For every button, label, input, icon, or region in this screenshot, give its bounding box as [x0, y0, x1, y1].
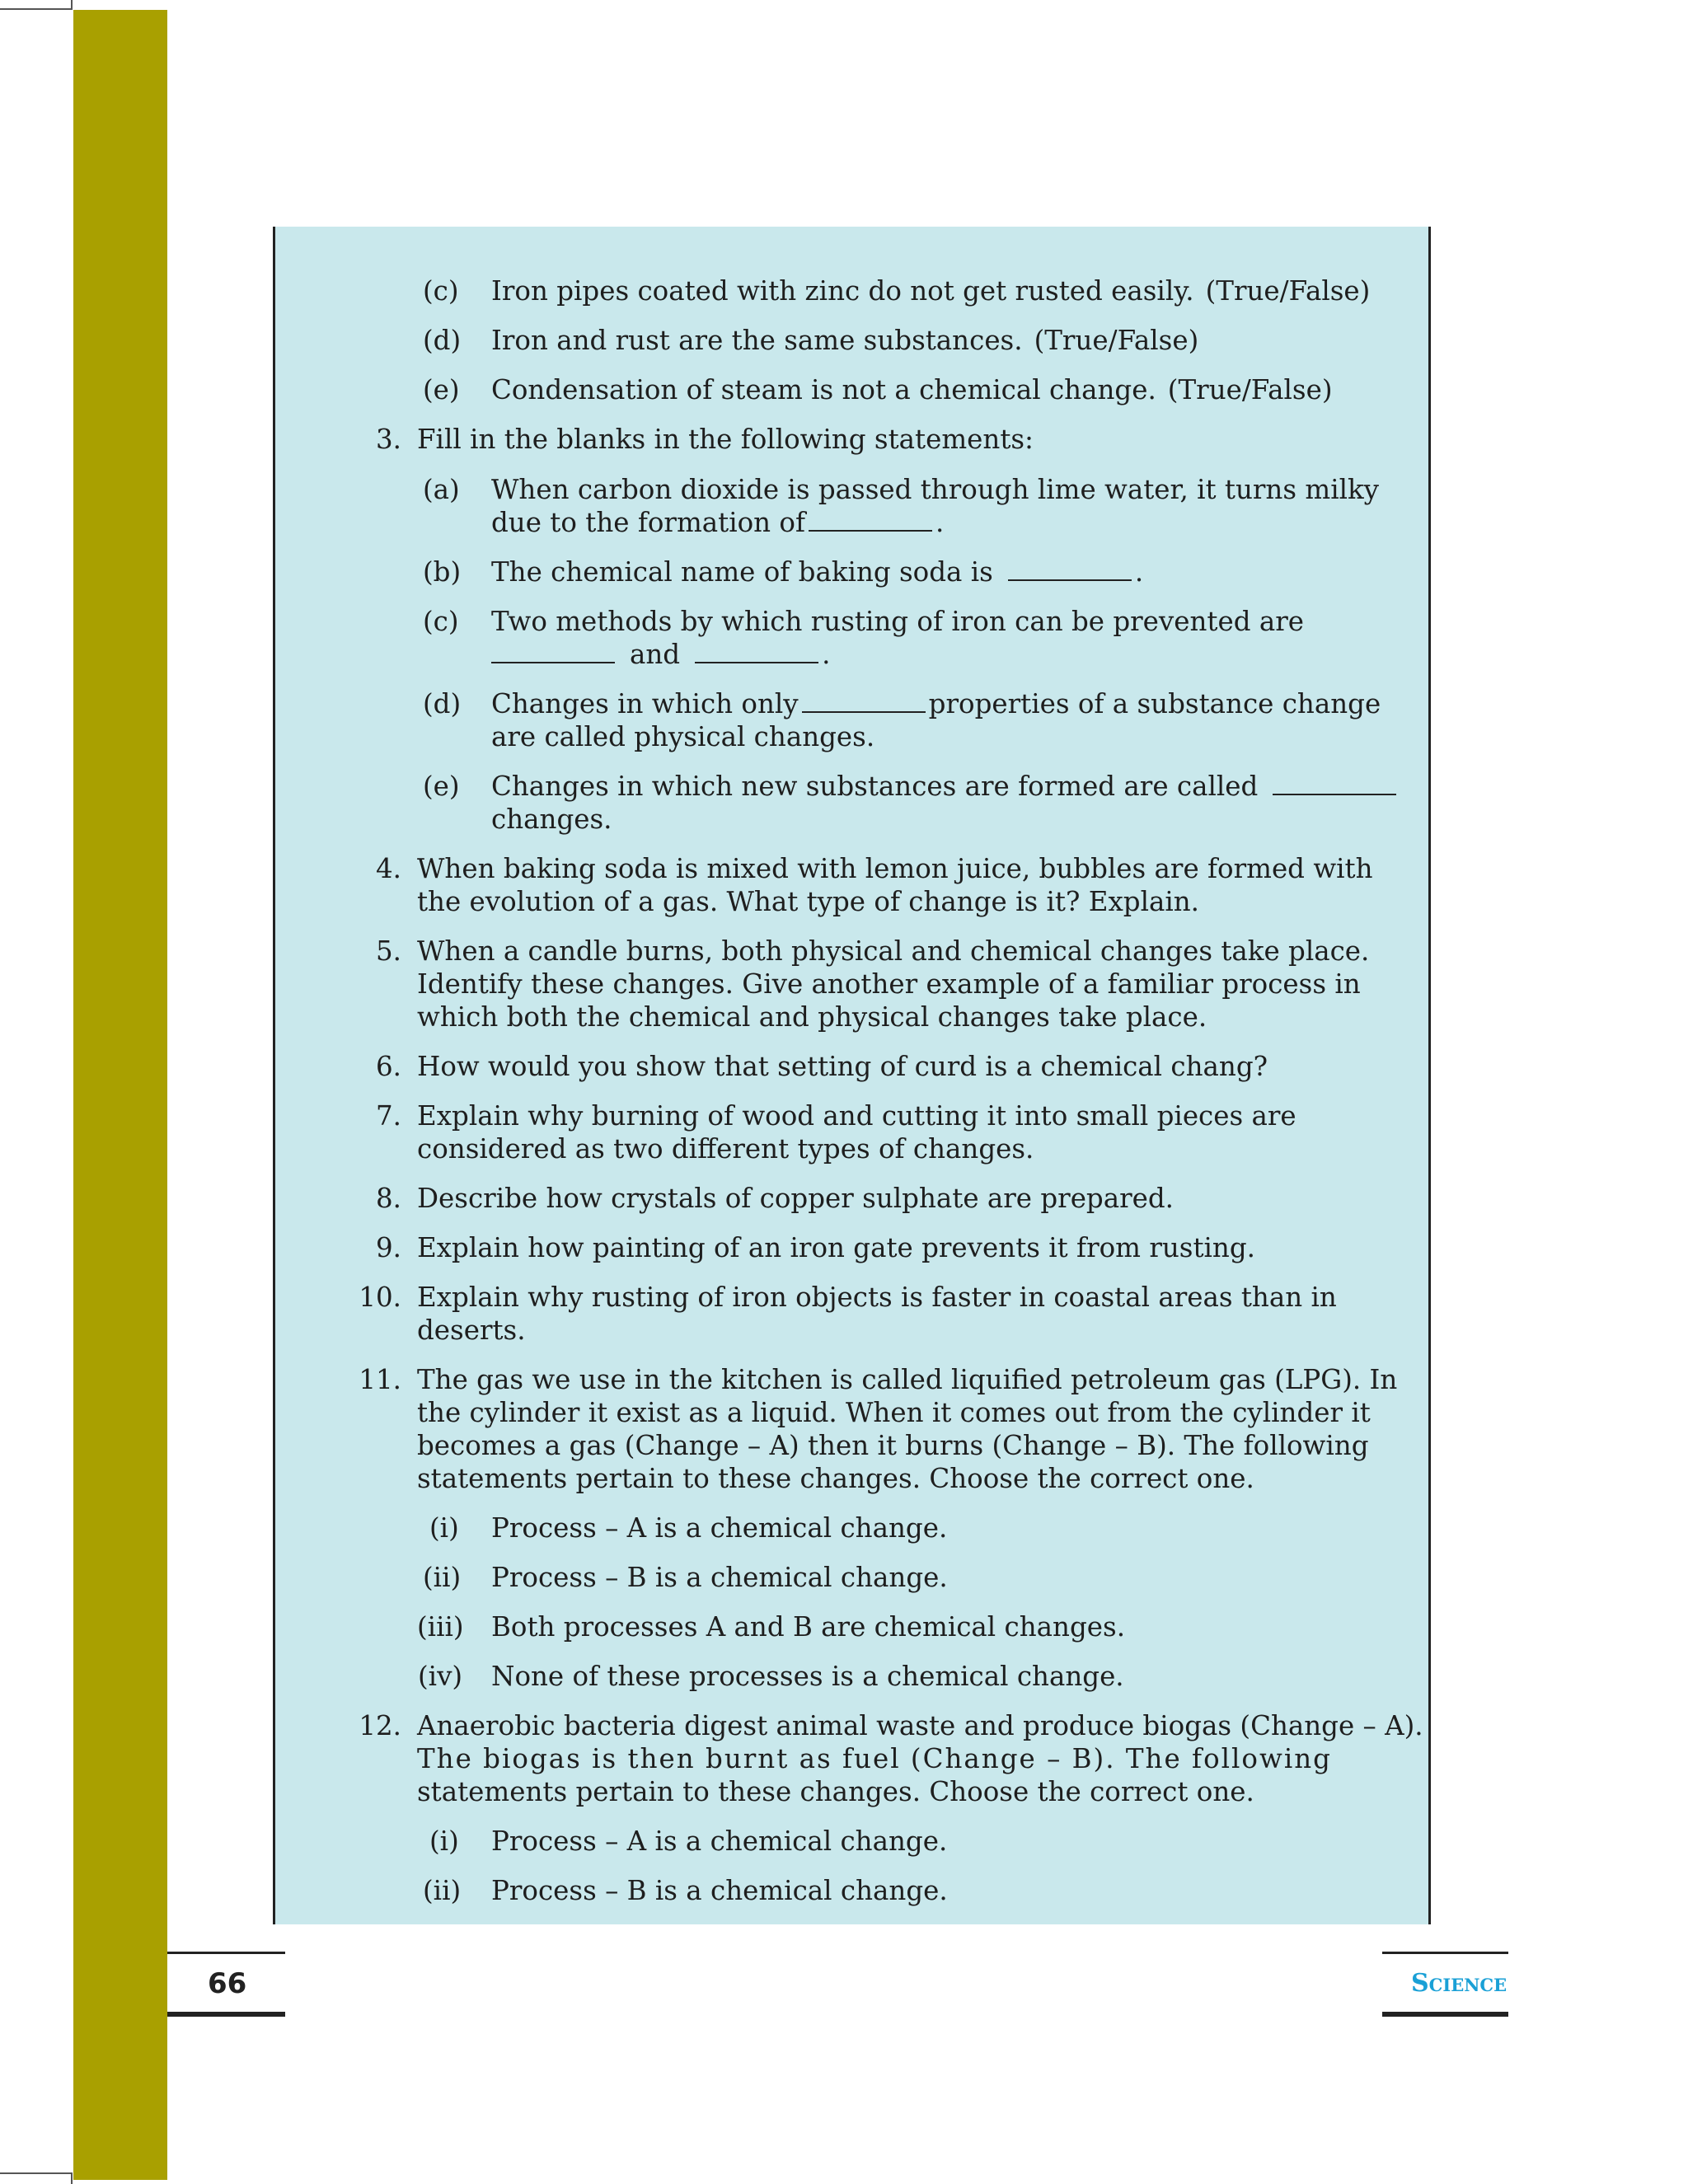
option-text: Process – B is a chemical change. [491, 1875, 948, 1906]
question-3a-line2: due to the formation of . [491, 507, 945, 538]
question-number: 3. [375, 424, 401, 455]
question-7-line1: Explain why burning of wood and cutting it into small pieces are [417, 1100, 1296, 1132]
option-label: (i) [429, 1825, 459, 1857]
question-5-line3: which both the chemical and physical changes take place. [417, 1001, 1207, 1033]
question-2d: Iron and rust are the same substances. (True/False) [491, 325, 1199, 356]
option-label: (iii) [417, 1611, 464, 1643]
question-number: 11. [359, 1364, 401, 1395]
option-label: (ii) [423, 1875, 462, 1906]
item-label: (d) [423, 688, 462, 719]
question-4-line1: When baking soda is mixed with lemon juice, bubbles are formed with [417, 853, 1373, 884]
question-11-line1: The gas we use in the kitchen is called liquified petroleum gas (LPG). In [417, 1364, 1398, 1395]
answer-blank [1008, 579, 1132, 581]
crop-mark [0, 2172, 71, 2174]
answer-blank [1273, 793, 1396, 795]
question-3a-line1: When carbon dioxide is passed through lime water, it turns milky [491, 474, 1380, 505]
question-3-text: Fill in the blanks in the following statements: [417, 424, 1034, 455]
question-6-text: How would you show that setting of curd is a chemical chang? [417, 1051, 1268, 1082]
item-label: (d) [423, 325, 462, 356]
question-number: 5. [375, 935, 401, 967]
question-3c-line2: and . [488, 638, 830, 671]
option-text: Process – A is a chemical change. [491, 1512, 948, 1544]
side-color-strip [73, 10, 167, 2180]
option-label: (ii) [423, 1562, 462, 1593]
option-text: None of these processes is a chemical change. [491, 1661, 1124, 1692]
question-10-line2: deserts. [417, 1315, 526, 1346]
question-number: 10. [359, 1282, 401, 1313]
option-label: (i) [429, 1512, 459, 1544]
question-8-text: Describe how crystals of copper sulphate are prepared. [417, 1183, 1175, 1214]
question-11-line4: statements pertain to these changes. Choose the correct one. [417, 1463, 1254, 1494]
option-text: Both processes A and B are chemical changes. [491, 1611, 1126, 1643]
question-9-text: Explain how painting of an iron gate prevents it from rusting. [417, 1232, 1255, 1263]
question-4-line2: the evolution of a gas. What type of change is it? Explain. [417, 886, 1200, 917]
question-12-line3: statements pertain to these changes. Choose the correct one. [417, 1776, 1254, 1807]
option-label: (iv) [418, 1661, 463, 1692]
question-number: 12. [359, 1710, 401, 1741]
answer-blank [695, 661, 818, 663]
question-10-line1: Explain why rusting of iron objects is faster in coastal areas than in [417, 1282, 1337, 1313]
question-3e-line2: changes. [491, 804, 612, 835]
footer-rule [1382, 2012, 1508, 2017]
item-label: (b) [423, 556, 462, 588]
question-number: 9. [375, 1232, 401, 1263]
page-number: 66 [208, 1967, 247, 2000]
question-7-line2: considered as two different types of changes. [417, 1133, 1034, 1165]
option-text: Process – B is a chemical change. [491, 1562, 948, 1593]
question-2c: Iron pipes coated with zinc do not get rusted easily. (True/False) [491, 275, 1371, 307]
footer-rule [167, 1952, 285, 1954]
question-5-line2: Identify these changes. Give another example of a familiar process in [417, 968, 1361, 1000]
crop-mark [0, 8, 71, 10]
question-3b: The chemical name of baking soda is . [491, 556, 1144, 588]
question-number: 8. [375, 1183, 401, 1214]
item-label: (e) [423, 771, 460, 802]
question-11-line2: the cylinder it exist as a liquid. When it comes out from the cylinder it [417, 1397, 1371, 1428]
question-5-line1: When a candle burns, both physical and chemical changes take place. [417, 935, 1370, 967]
question-number: 4. [375, 853, 401, 884]
question-number: 7. [375, 1100, 401, 1132]
crop-mark [71, 2172, 73, 2184]
question-number: 6. [375, 1051, 401, 1082]
answer-blank [491, 661, 615, 663]
footer-rule [167, 2012, 285, 2017]
question-3d-line2: are called physical changes. [491, 721, 875, 752]
item-label: (e) [423, 374, 460, 405]
question-3d-line1: Changes in which only properties of a substance change [491, 688, 1381, 719]
question-12-line2: The biogas is then burnt as fuel (Change – B). The following [417, 1743, 1332, 1774]
answer-blank [802, 710, 926, 713]
question-3e-line1: Changes in which new substances are formed are called [491, 770, 1400, 803]
item-label: (c) [423, 275, 459, 307]
item-label: (a) [423, 474, 460, 505]
question-2e: Condensation of steam is not a chemical change. (True/False) [491, 374, 1333, 405]
item-label: (c) [423, 606, 459, 637]
footer-rule [1382, 1952, 1508, 1954]
book-title: Science [1411, 1969, 1507, 1998]
answer-blank [809, 529, 932, 532]
question-12-line1: Anaerobic bacteria digest animal waste and produce biogas (Change – A). [417, 1710, 1423, 1741]
question-11-line3: becomes a gas (Change – A) then it burns (Change – B). The following [417, 1430, 1369, 1461]
option-text: Process – A is a chemical change. [491, 1825, 948, 1857]
crop-mark [71, 0, 73, 10]
question-3c-line1: Two methods by which rusting of iron can be prevented are [491, 606, 1304, 637]
